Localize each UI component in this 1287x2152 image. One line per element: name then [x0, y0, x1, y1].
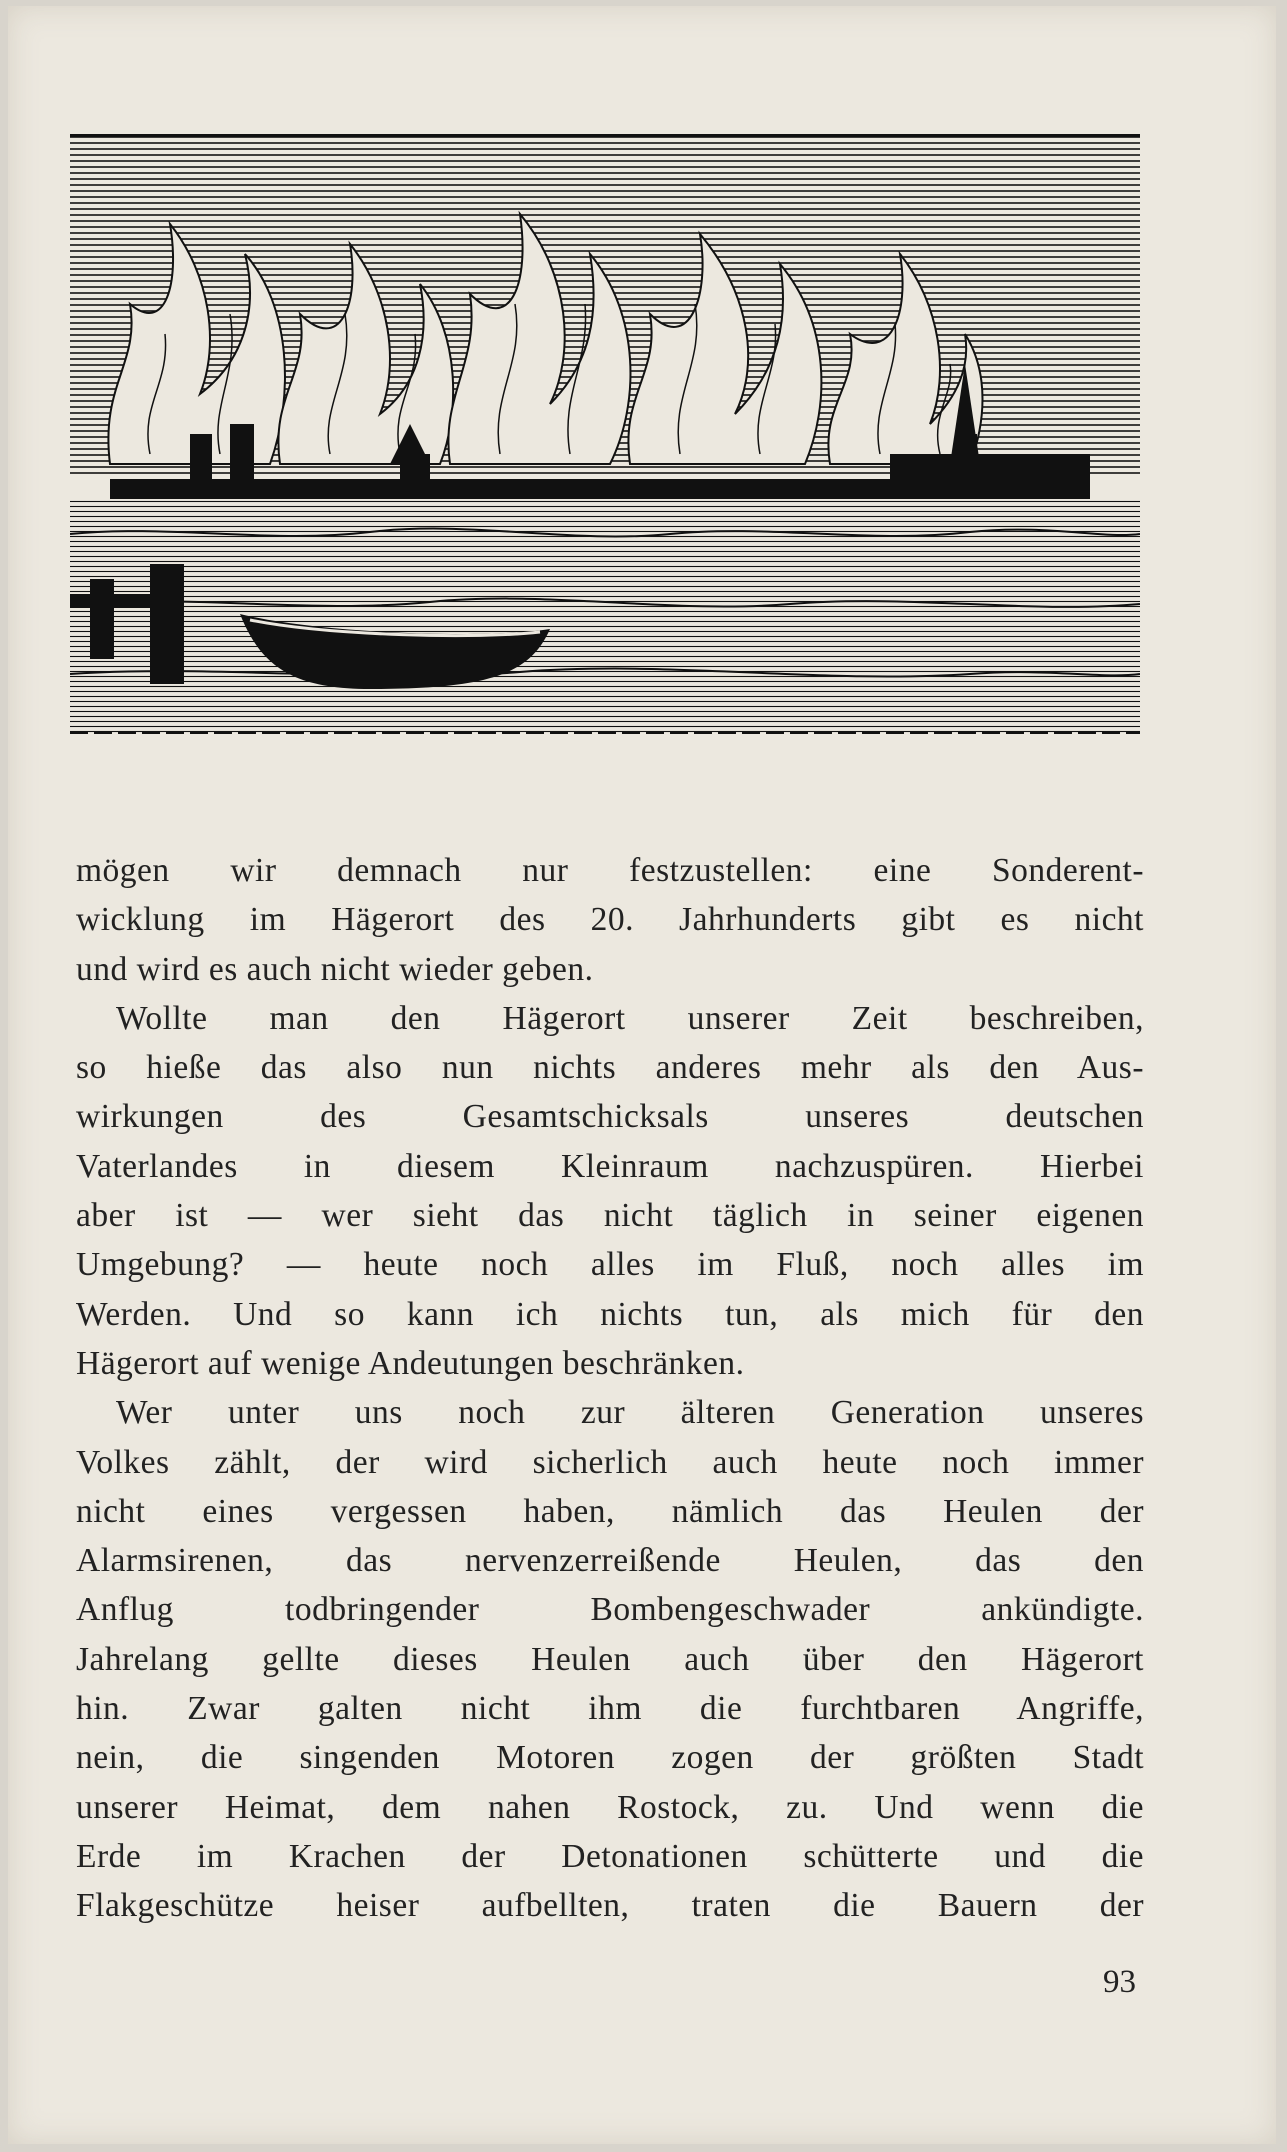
text-line: Hägerort auf wenige Andeutungen beschränken. — [76, 1344, 745, 1382]
text-line: wirkungen des Gesamtschicksals unseres deutschen — [76, 1098, 1144, 1136]
text-line: Alarmsirenen, das nervenzerreißende Heulen, das den — [76, 1542, 1144, 1580]
text-line: Anflug todbringender Bombengeschwader ankündigte. — [76, 1591, 1144, 1629]
text-line: Erde im Krachen der Detonationen schütterte und die — [76, 1837, 1144, 1875]
text-line: nicht eines vergessen haben, nämlich das Heulen der — [76, 1492, 1144, 1530]
text-line: wicklung im Hägerort des 20. Jahrhunderts gibt es nicht — [76, 901, 1144, 939]
text-line: Vaterlandes in diesem Kleinraum nachzuspüren. Hierbei — [76, 1147, 1144, 1185]
text-line: mögen wir demnach nur festzustellen: eine Sonderent- — [76, 852, 1144, 889]
text-line: und wird es auch nicht wieder geben. — [76, 950, 594, 988]
book-page — [8, 6, 1276, 2144]
text-line: Flakgeschütze heiser aufbellten, traten die Bauern der — [76, 1887, 1144, 1925]
body-text — [76, 846, 1144, 1931]
page-number: 93 — [1103, 1964, 1136, 2000]
burning-town-illustration — [70, 134, 1140, 734]
text-line: Wer unter uns noch zur älteren Generation unseres — [116, 1394, 1144, 1432]
text-line: Umgebung? — heute noch alles im Fluß, noch alles im — [76, 1246, 1144, 1284]
text-line: unserer Heimat, dem nahen Rostock, zu. Und wenn die — [76, 1788, 1144, 1826]
text-line: nein, die singenden Motoren zogen der größten Stadt — [76, 1739, 1144, 1777]
text-line: Wollte man den Hägerort unserer Zeit beschreiben, — [116, 999, 1144, 1037]
text-line: Jahrelang gellte dieses Heulen auch über den Hägerort — [76, 1640, 1144, 1678]
text-line: so hieße das also nun nichts anderes mehr als den Aus- — [76, 1049, 1144, 1087]
text-line: aber ist — wer sieht das nicht täglich in seiner eigenen — [76, 1197, 1144, 1235]
text-line: Volkes zählt, der wird sicherlich auch heute noch immer — [76, 1443, 1144, 1481]
text-line: hin. Zwar galten nicht ihm die furchtbaren Angriffe, — [76, 1690, 1144, 1728]
text-line: Werden. Und so kann ich nichts tun, als mich für den — [76, 1295, 1144, 1333]
